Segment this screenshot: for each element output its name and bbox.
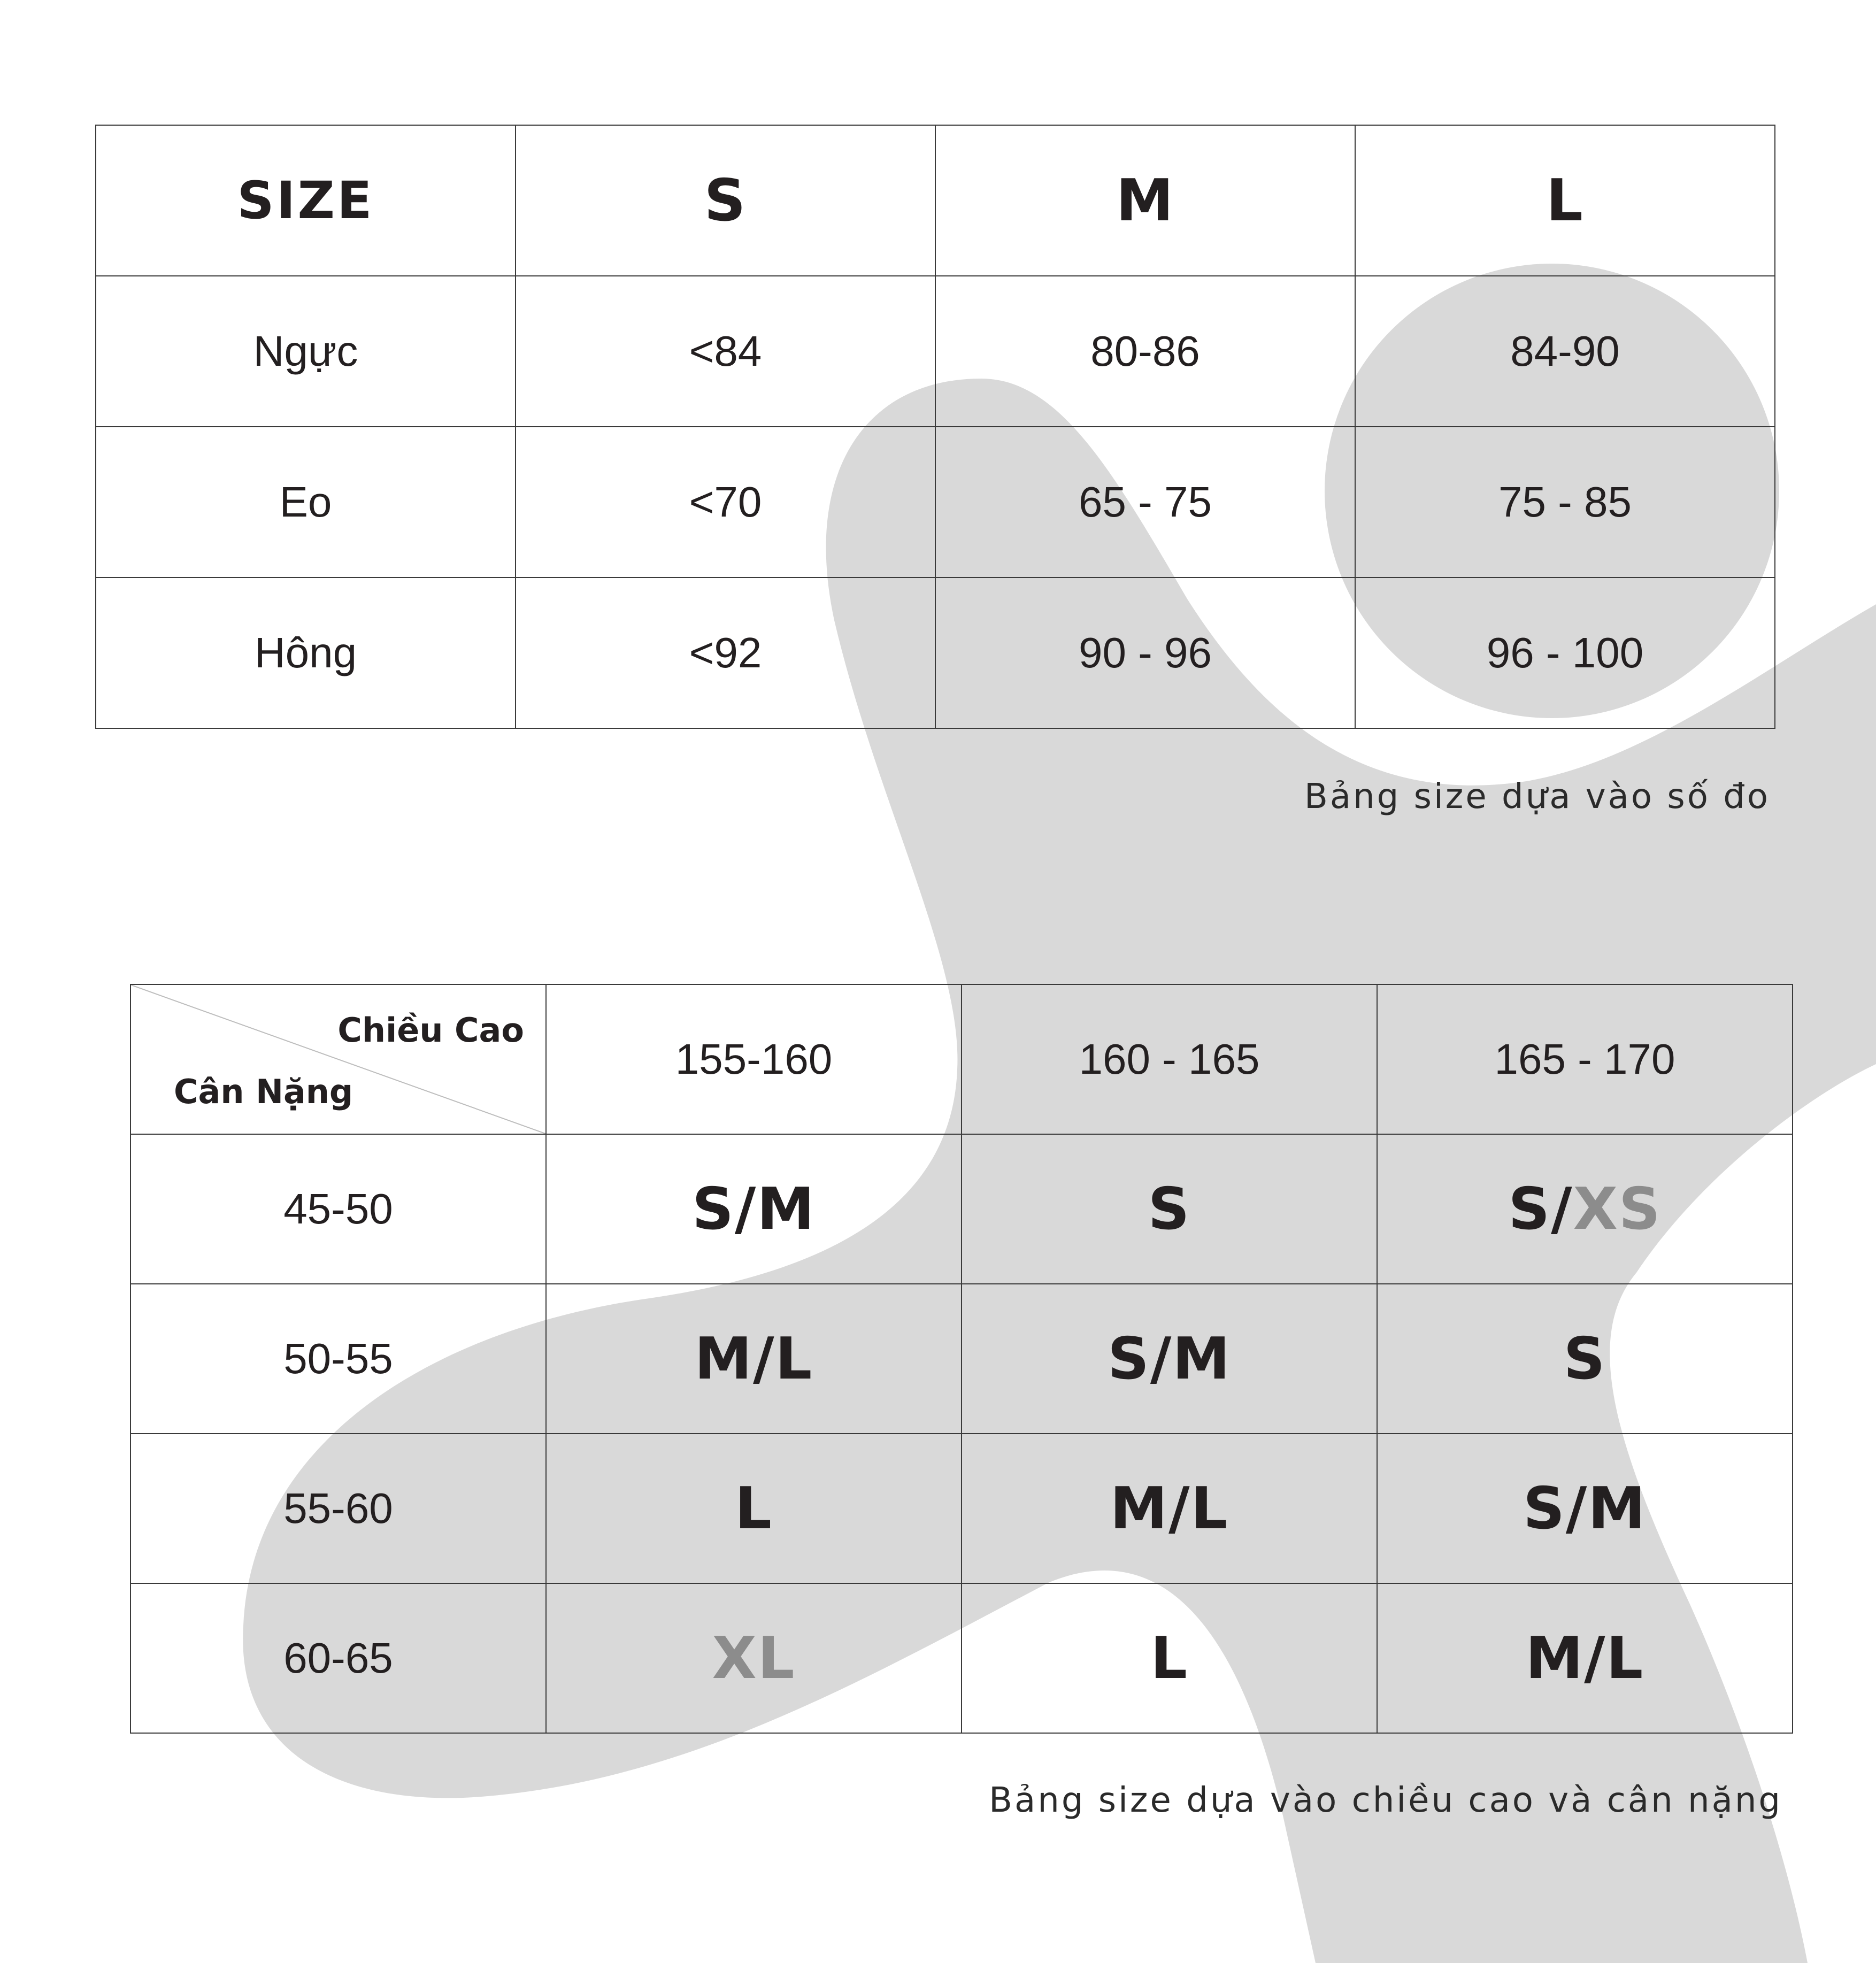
height-header-cell: 155-160: [546, 984, 962, 1134]
table-cell: 96 - 100: [1355, 578, 1775, 728]
size-s-header: S: [516, 125, 935, 276]
size-cell: S/M: [962, 1284, 1377, 1434]
table-cell: 84-90: [1355, 276, 1775, 427]
height-axis-label: Chiều Cao: [337, 1011, 524, 1050]
height-weight-table-caption: Bảng size dựa vào chiều cao và cân nặng: [989, 1781, 1782, 1820]
table-cell: <70: [516, 427, 935, 578]
table-row: [96, 427, 1775, 578]
measurement-table-caption: Bảng size dựa vào số đo: [1304, 777, 1770, 817]
table-row: [96, 276, 1775, 427]
table-cell: 65 - 75: [935, 427, 1355, 578]
table-cell: 80-86: [935, 276, 1355, 427]
weight-label-cell: 50-55: [130, 1284, 546, 1434]
height-header-cell: 165 - 170: [1377, 984, 1793, 1134]
row-label-hip: Hông: [96, 578, 516, 728]
size-l-header: L: [1355, 125, 1775, 276]
size-cell: S: [1377, 1284, 1793, 1434]
table-cell: 75 - 85: [1355, 427, 1775, 578]
size-cell: S/M: [546, 1134, 962, 1284]
weight-label-cell: 55-60: [130, 1434, 546, 1583]
table-row: [130, 1284, 1793, 1434]
size-measurement-table: [95, 125, 1775, 729]
size-cell-muted: XL: [546, 1583, 962, 1733]
diagonal-divider: [131, 985, 545, 1134]
corner-header-cell: [130, 984, 546, 1134]
weight-axis-label: Cân Nặng: [174, 1072, 353, 1111]
weight-label-cell: 60-65: [130, 1583, 546, 1733]
size-cell: [1377, 1134, 1793, 1284]
height-weight-size-table: [130, 984, 1793, 1734]
table-header-row: [96, 125, 1775, 276]
size-header-cell: SIZE: [96, 125, 516, 276]
table-cell: <92: [516, 578, 935, 728]
size-cell: M/L: [962, 1434, 1377, 1583]
weight-label-cell: 45-50: [130, 1134, 546, 1284]
size-cell: L: [962, 1583, 1377, 1733]
table-row: [130, 1583, 1793, 1733]
size-cell: S/M: [1377, 1434, 1793, 1583]
size-part-muted: XS: [1573, 1175, 1662, 1243]
size-m-header: M: [935, 125, 1355, 276]
height-header-cell: 160 - 165: [962, 984, 1377, 1134]
size-cell: L: [546, 1434, 962, 1583]
table-row: [130, 1134, 1793, 1284]
size-part: S/: [1508, 1175, 1573, 1243]
row-label-waist: Eo: [96, 427, 516, 578]
row-label-chest: Ngực: [96, 276, 516, 427]
table-row: [130, 1434, 1793, 1583]
table-header-row: [130, 984, 1793, 1134]
size-cell: M/L: [1377, 1583, 1793, 1733]
size-cell: S: [962, 1134, 1377, 1284]
size-cell: M/L: [546, 1284, 962, 1434]
table-cell: <84: [516, 276, 935, 427]
table-row: [96, 578, 1775, 728]
table-cell: 90 - 96: [935, 578, 1355, 728]
